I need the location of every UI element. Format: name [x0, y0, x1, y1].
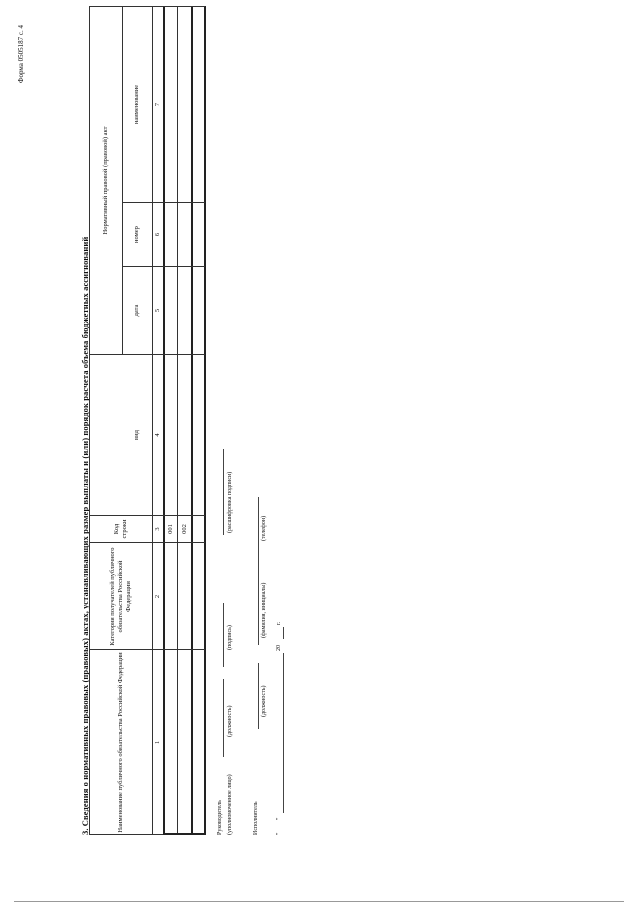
- section-title: 3. Сведения о нормативных правовых (правовых) актах, устанавливающих размер выплаты и (или) порядок расчета объема бюджетных ассигнований: [80, 236, 90, 835]
- column-number-6: 6: [154, 232, 161, 237]
- head-label: Руководитель: [217, 800, 223, 835]
- numbers-row-bottom-border: [163, 6, 165, 835]
- column-number-1: 1: [154, 740, 161, 745]
- head-decode-caption: (расшифровка подписи): [227, 471, 233, 533]
- date-quote-open: ": [276, 832, 282, 835]
- executor-phone-caption: (телефон): [261, 515, 267, 541]
- scan-edge-line: [14, 901, 624, 902]
- head-position-caption: (должность): [227, 705, 233, 737]
- col-divider-5: [122, 266, 205, 267]
- column-number-2: 2: [154, 594, 161, 599]
- header-act-date: дата: [133, 304, 140, 317]
- col-right-border: [89, 6, 205, 7]
- head-sublabel: (уполномоченное лицо): [227, 774, 233, 835]
- col-divider-2: [89, 542, 205, 543]
- column-number-5: 5: [154, 308, 161, 313]
- executor-position-line: [258, 663, 259, 729]
- date-quote-close: ": [276, 817, 282, 820]
- executor-position-caption: (должность): [261, 685, 267, 717]
- form-code: Форма 0505187 с. 4: [17, 24, 25, 83]
- col-divider-1: [89, 649, 205, 650]
- executor-phone-line: [258, 497, 259, 553]
- col-divider-4: [89, 354, 205, 355]
- date-year-prefix: 20: [276, 645, 282, 651]
- header-row-code: Код строки: [112, 519, 128, 539]
- date-month-line: [283, 653, 284, 813]
- header-recipient-category: Категория получателей публичного обязательства Российской Федерации: [108, 547, 132, 646]
- head-signature-line: [223, 603, 224, 667]
- row-code-cell: 001: [167, 524, 174, 534]
- header-public-obligation: Наименование публичного обязательства Российской Федерации: [116, 652, 124, 833]
- header-act-number: номер: [133, 226, 140, 243]
- head-signature-caption: (подпись): [227, 625, 233, 650]
- col-divider-3: [89, 515, 205, 516]
- date-year-suffix: г.: [276, 621, 282, 625]
- executor-name-caption: (фамилия, инициалы): [261, 582, 267, 638]
- executor-name-line: [258, 553, 259, 645]
- column-number-3: 3: [154, 527, 161, 531]
- row-code-cell: 002: [181, 524, 188, 534]
- data-left-border: [163, 833, 205, 835]
- head-position-line: [223, 679, 224, 757]
- head-decode-line: [223, 449, 224, 535]
- table-bottom-border: [204, 6, 206, 835]
- header-act-type: вид: [133, 430, 140, 440]
- executor-label: Исполнитель: [253, 801, 259, 835]
- col-divider-6: [122, 202, 205, 203]
- column-number-4: 4: [154, 433, 161, 437]
- row-divider-2: [191, 6, 193, 835]
- row-divider-1: [177, 6, 178, 835]
- date-year-line: [283, 627, 284, 639]
- column-number-7: 7: [154, 102, 161, 107]
- header-act-name: наименование: [133, 84, 140, 125]
- header-legal-act-group: Нормативный правовой (правовой) акт: [101, 126, 109, 235]
